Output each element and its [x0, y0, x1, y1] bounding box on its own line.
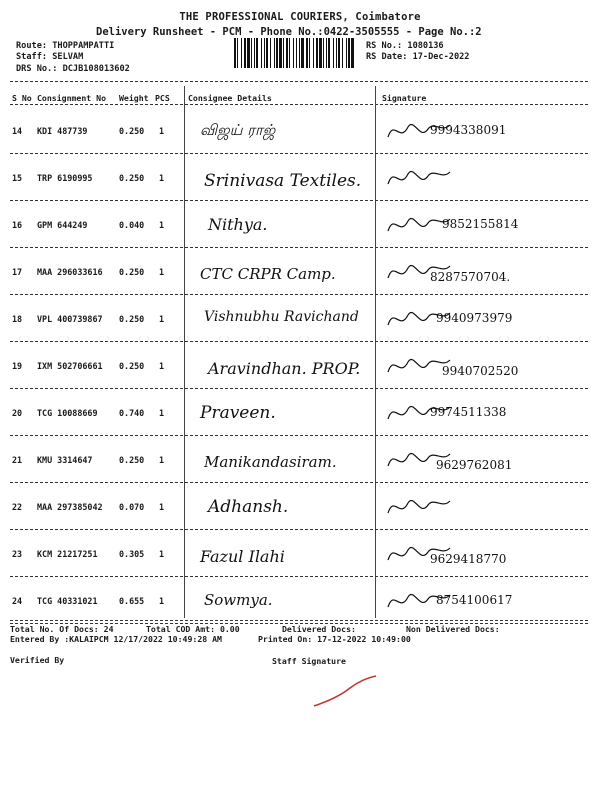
row-sno: 22: [12, 502, 23, 512]
total-docs: Total No. Of Docs: 24: [10, 624, 114, 634]
barcode-bar: [346, 38, 347, 68]
row-pcs: 1: [159, 220, 165, 230]
row-consignee: Aravindhan. PROP.: [208, 359, 361, 378]
delivered-docs: Delivered Docs:: [282, 624, 356, 634]
row-consignee: Srinivasa Textiles.: [204, 171, 362, 191]
row-pcs: 1: [159, 455, 165, 465]
row-consignment: KMU 3314647: [37, 455, 93, 465]
row-phone: 9940702520: [442, 364, 519, 378]
barcode-bar: [241, 38, 242, 68]
drs-number: DRS No.: DCJB108013602: [16, 64, 130, 74]
row-consignment: KCM 21217251: [37, 549, 98, 559]
barcode-bar: [309, 38, 310, 68]
table-row: [0, 248, 600, 297]
barcode-bar: [237, 38, 238, 68]
barcode-bar: [270, 38, 271, 68]
row-consignment: GPM 644249: [37, 220, 88, 230]
barcode-bar: [264, 38, 265, 68]
row-sno: 14: [12, 126, 23, 136]
row-phone: 8754100617: [436, 593, 513, 607]
barcode-bar: [254, 38, 255, 68]
barcode-bar: [266, 38, 268, 68]
barcode-bar: [306, 38, 308, 68]
row-phone: 9629418770: [430, 552, 507, 566]
row-sno: 15: [12, 173, 23, 183]
row-weight: 0.250: [119, 361, 145, 371]
barcode-bar: [338, 38, 340, 68]
barcode-bar: [293, 38, 294, 68]
barcode-bar: [323, 38, 324, 68]
col-signature: Signature: [382, 93, 427, 103]
barcode: [232, 38, 358, 68]
table-row: [0, 295, 600, 344]
rs-date: RS Date: 17-Dec-2022: [366, 52, 470, 62]
row-weight: 0.250: [119, 314, 145, 324]
row-phone: 9940973979: [436, 311, 513, 325]
row-consignment: MAA 296033616: [37, 267, 103, 277]
row-consignee: விஜய் ராஜ்: [200, 121, 276, 139]
row-weight: 0.250: [119, 126, 145, 136]
row-consignment: IXM 502706661: [37, 361, 103, 371]
signature-scribble: [384, 489, 454, 525]
row-consignee: Vishnubhu Ravichand: [204, 309, 359, 325]
printed-on: Printed On: 17-12-2022 10:49:00: [258, 634, 411, 644]
row-weight: 0.250: [119, 455, 145, 465]
divider: [10, 620, 588, 621]
table-row: [0, 483, 600, 532]
row-pcs: 1: [159, 361, 165, 371]
row-weight: 0.040: [119, 220, 145, 230]
row-weight: 0.305: [119, 549, 145, 559]
verified-by: Verified By: [10, 655, 65, 665]
rs-number: RS No.: 1080136: [366, 41, 444, 51]
total-cod: Total COD Amt: 0.00: [146, 624, 240, 634]
staff: Staff: SELVAM: [16, 52, 84, 62]
col-pcs: PCS: [155, 93, 170, 103]
col-weight: Weight: [119, 93, 149, 103]
row-pcs: 1: [159, 549, 165, 559]
row-pcs: 1: [159, 408, 165, 418]
row-sno: 24: [12, 596, 23, 606]
barcode-bar: [313, 38, 314, 68]
row-weight: 0.655: [119, 596, 145, 606]
barcode-bar: [333, 38, 334, 68]
barcode-bar: [234, 38, 236, 68]
staff-signature-label: Staff Signature: [272, 656, 346, 666]
row-sno: 19: [12, 361, 23, 371]
divider: [10, 104, 588, 105]
row-weight: 0.250: [119, 173, 145, 183]
barcode-bar: [326, 38, 327, 68]
barcode-bar: [301, 38, 304, 68]
row-sno: 16: [12, 220, 23, 230]
barcode-bar: [251, 38, 252, 68]
barcode-bar: [283, 38, 284, 68]
signature-scribble: [384, 160, 454, 196]
table-row: [0, 201, 600, 250]
barcode-bar: [247, 38, 250, 68]
barcode-bar: [348, 38, 350, 68]
barcode-bar: [286, 38, 288, 68]
barcode-bar: [316, 38, 318, 68]
barcode-bar: [289, 38, 290, 68]
barcode-bar: [296, 38, 297, 68]
row-sno: 18: [12, 314, 23, 324]
non-delivered-docs: Non Delivered Docs:: [406, 624, 500, 634]
row-sno: 21: [12, 455, 23, 465]
row-sno: 20: [12, 408, 23, 418]
col-consignee: Consignee Details: [188, 93, 272, 103]
table-row: [0, 342, 600, 391]
row-consignment: VPL 400739867: [37, 314, 103, 324]
table-row: [0, 154, 600, 203]
table-row: [0, 107, 600, 156]
entered-by: Entered By :KALAIPCM 12/17/2022 10:49:28 AM: [10, 634, 222, 644]
row-consignment: TRP 6190995: [37, 173, 93, 183]
barcode-bar: [351, 38, 354, 68]
row-pcs: 1: [159, 314, 165, 324]
row-pcs: 1: [159, 502, 165, 512]
row-phone: 9974511338: [430, 405, 507, 419]
row-consignment: TCG 40331021: [37, 596, 98, 606]
row-phone: 9994338091: [430, 123, 507, 137]
route: Route: THOPPAMPATTI: [16, 41, 115, 51]
row-phone: 9852155814: [442, 217, 519, 231]
row-phone: 9629762081: [436, 458, 513, 472]
barcode-bar: [276, 38, 278, 68]
row-pcs: 1: [159, 596, 165, 606]
runsheet-line: Delivery Runsheet - PCM - Phone No.:0422-3505555 - Page No.:2: [96, 26, 482, 38]
row-consignee: Manikandasiram.: [204, 453, 337, 471]
barcode-bar: [342, 38, 343, 68]
row-consignment: TCG 10088669: [37, 408, 98, 418]
barcode-bar: [256, 38, 258, 68]
row-consignment: MAA 297385042: [37, 502, 103, 512]
row-pcs: 1: [159, 173, 165, 183]
barcode-bar: [328, 38, 330, 68]
row-consignee: CTC CRPR Camp.: [200, 265, 336, 283]
company-title: THE PROFESSIONAL COURIERS, Coimbatore: [179, 11, 421, 23]
row-consignment: KDI 487739: [37, 126, 88, 136]
barcode-bar: [299, 38, 300, 68]
row-consignee: Nithya.: [208, 215, 268, 234]
row-sno: 23: [12, 549, 23, 559]
barcode-bar: [261, 38, 262, 68]
row-weight: 0.740: [119, 408, 145, 418]
row-sno: 17: [12, 267, 23, 277]
table-row: [0, 436, 600, 485]
row-consignee: Fazul Ilahi: [200, 547, 285, 566]
row-phone: 8287570704.: [430, 270, 511, 284]
row-weight: 0.250: [119, 267, 145, 277]
barcode-bar: [274, 38, 275, 68]
table-row: [0, 389, 600, 438]
divider: [10, 81, 588, 82]
row-consignee: Sowmya.: [204, 591, 273, 609]
row-consignee: Praveen.: [200, 403, 276, 423]
barcode-bar: [319, 38, 322, 68]
row-pcs: 1: [159, 267, 165, 277]
col-sno: S No: [12, 93, 32, 103]
row-pcs: 1: [159, 126, 165, 136]
staff-signature: [310, 672, 380, 712]
barcode-bar: [279, 38, 282, 68]
table-row: [0, 577, 600, 626]
barcode-bar: [336, 38, 337, 68]
barcode-bar: [244, 38, 246, 68]
table-row: [0, 530, 600, 579]
row-weight: 0.070: [119, 502, 145, 512]
row-consignee: Adhansh.: [208, 497, 289, 517]
col-consignment: Consignment No: [37, 93, 107, 103]
